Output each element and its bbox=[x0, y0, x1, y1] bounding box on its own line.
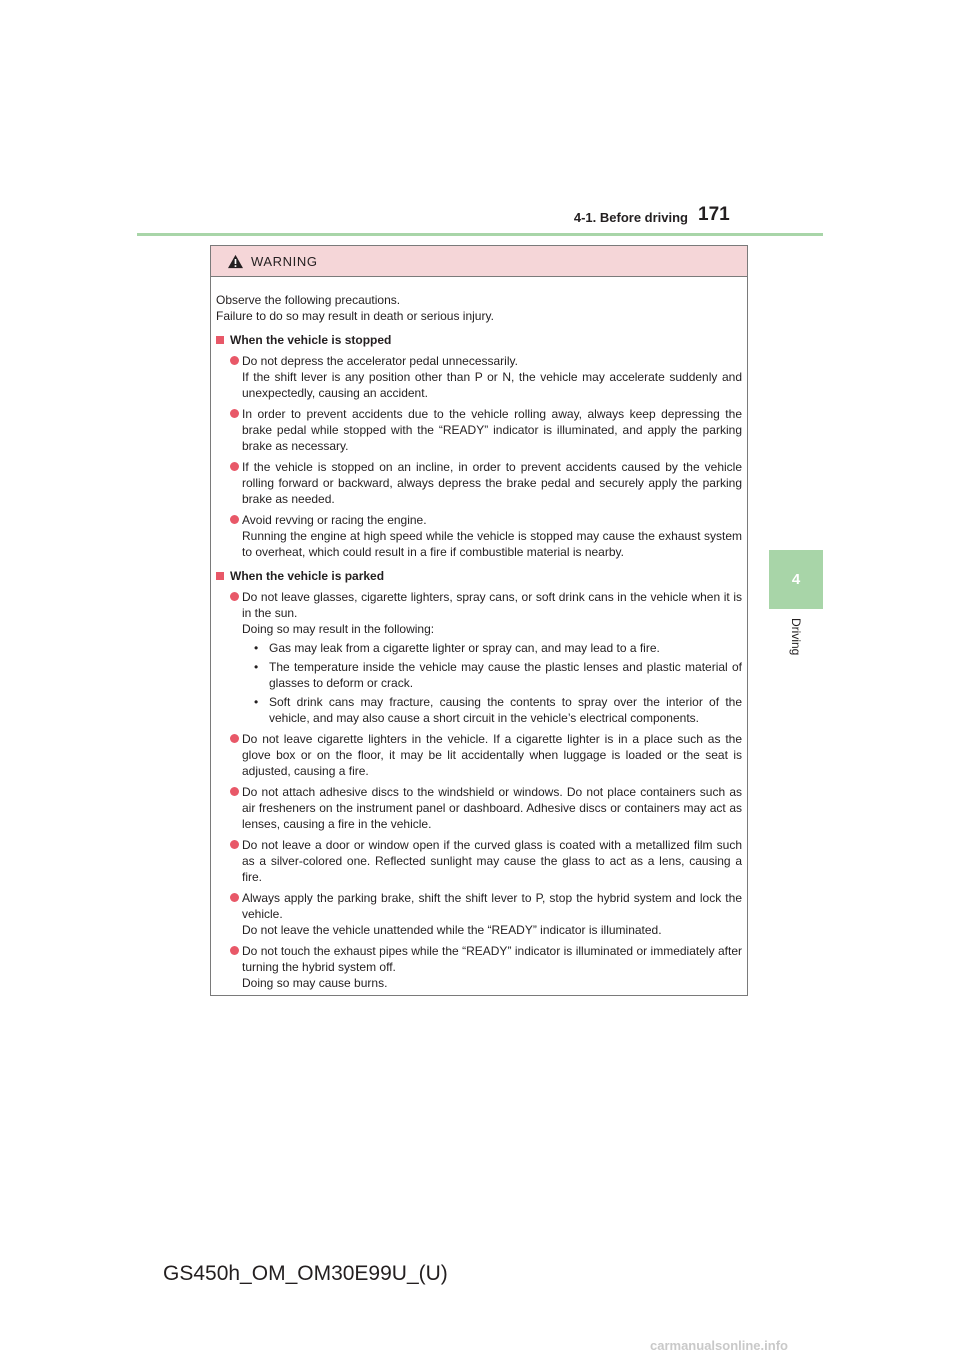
item-line: If the shift lever is any position other than P or N, the vehicle may accelerate suddenly and unexpectedly, causing an accident. bbox=[242, 370, 742, 400]
warning-item bbox=[216, 589, 742, 726]
sub-item-text: The temperature inside the vehicle may cause the plastic lenses and plastic material of glasses to deform or crack. bbox=[269, 660, 742, 690]
item-line: If the vehicle is stopped on an incline, in order to prevent accidents caused by the vehicle rolling forward or backward, always depress the brake pedal and securely apply the parking brake as needed. bbox=[242, 460, 742, 506]
section-heading-text: When the vehicle is stopped bbox=[230, 333, 392, 347]
watermark: carmanualsonline.info bbox=[650, 1338, 788, 1353]
item-line: Do not leave a door or window open if the curved glass is coated with a metallized film such as a silver-colored one. Reflected sunlight may cause the glass to act as a lens, causing a fire. bbox=[242, 838, 742, 884]
section-title: 4-1. Before driving bbox=[573, 210, 688, 225]
sub-item bbox=[242, 640, 742, 656]
circle-bullet-icon bbox=[230, 787, 239, 796]
chapter-label: Driving bbox=[789, 618, 803, 656]
warning-item bbox=[216, 837, 742, 885]
circle-bullet-icon bbox=[230, 893, 239, 902]
circle-bullet-icon bbox=[230, 356, 239, 365]
warning-item bbox=[216, 731, 742, 779]
warning-header bbox=[211, 246, 747, 277]
item-line: Do not leave cigarette lighters in the vehicle. If a cigarette lighter is in a place such as the glove box or on the floor, it may be lit accidentally when luggage is loaded or the seat is adjusted, causing a fire. bbox=[242, 732, 742, 778]
header-divider bbox=[137, 233, 823, 236]
warning-body bbox=[211, 277, 747, 991]
item-line: Doing so may cause burns. bbox=[242, 976, 388, 990]
dot-bullet-icon: • bbox=[254, 641, 259, 655]
sub-item-text: Gas may leak from a cigarette lighter or spray can, and may lead to a fire. bbox=[269, 641, 660, 655]
sub-item bbox=[242, 659, 742, 691]
dot-bullet-icon: • bbox=[254, 660, 259, 674]
warning-title: WARNING bbox=[251, 253, 318, 269]
circle-bullet-icon bbox=[230, 592, 239, 601]
warning-item bbox=[216, 459, 742, 507]
circle-bullet-icon bbox=[230, 734, 239, 743]
chapter-number: 4 bbox=[791, 571, 801, 588]
warning-item bbox=[216, 353, 742, 401]
warning-item bbox=[216, 890, 742, 938]
warning-item bbox=[216, 406, 742, 454]
document-code: GS450h_OM_OM30E99U_(U) bbox=[163, 1262, 448, 1285]
item-line: Always apply the parking brake, shift the shift lever to P, stop the hybrid system and lock the vehicle. bbox=[242, 891, 742, 921]
item-line: In order to prevent accidents due to the vehicle rolling away, always keep depressing the brake pedal while stopped with the “READY” indicator is illuminated, and apply the parking brake as necessary. bbox=[242, 407, 742, 453]
warning-item bbox=[216, 512, 742, 560]
item-line: Do not leave glasses, cigarette lighters, spray cans, or soft drink cans in the vehicle when it is in the sun. bbox=[242, 590, 742, 620]
intro-line: Observe the following precautions. bbox=[216, 293, 401, 307]
dot-bullet-icon: • bbox=[254, 695, 259, 709]
chapter-tab[interactable] bbox=[769, 550, 823, 609]
warning-triangle-icon bbox=[227, 254, 244, 269]
section-heading bbox=[216, 568, 742, 584]
item-line: Running the engine at high speed while the vehicle is stopped may cause the exhaust system to overheat, which could result in a fire if combustible material is nearby. bbox=[242, 529, 742, 559]
page-number: 171 bbox=[698, 204, 730, 225]
item-line: Doing so may result in the following: bbox=[242, 622, 435, 636]
section-heading bbox=[216, 332, 742, 348]
warning-intro bbox=[216, 292, 742, 324]
section-heading-text: When the vehicle is parked bbox=[230, 569, 385, 583]
intro-line: Failure to do so may result in death or serious injury. bbox=[216, 309, 494, 323]
item-line: Do not depress the accelerator pedal unnecessarily. bbox=[242, 354, 518, 368]
circle-bullet-icon bbox=[230, 946, 239, 955]
circle-bullet-icon bbox=[230, 409, 239, 418]
sub-item-text: Soft drink cans may fracture, causing the contents to spray over the interior of the vehicle, and may also cause a short circuit in the vehicle’s electrical components. bbox=[269, 695, 742, 725]
warning-item bbox=[216, 943, 742, 991]
circle-bullet-icon bbox=[230, 462, 239, 471]
item-line: Do not touch the exhaust pipes while the “READY” indicator is illuminated or immediately after turning the hybrid system off. bbox=[242, 944, 742, 974]
item-line: Do not attach adhesive discs to the windshield or windows. Do not place containers such as air fresheners on the instrument panel or dashboard. Adhesive discs or containers may act as lenses, causing a fire in the vehicle. bbox=[242, 785, 742, 831]
square-bullet-icon bbox=[216, 572, 224, 580]
warning-box bbox=[210, 245, 748, 996]
circle-bullet-icon bbox=[230, 515, 239, 524]
warning-item bbox=[216, 784, 742, 832]
circle-bullet-icon bbox=[230, 840, 239, 849]
square-bullet-icon bbox=[216, 336, 224, 344]
sub-item bbox=[242, 694, 742, 726]
item-line: Do not leave the vehicle unattended while the “READY” indicator is illuminated. bbox=[242, 923, 662, 937]
item-line: Avoid revving or racing the engine. bbox=[242, 513, 427, 527]
